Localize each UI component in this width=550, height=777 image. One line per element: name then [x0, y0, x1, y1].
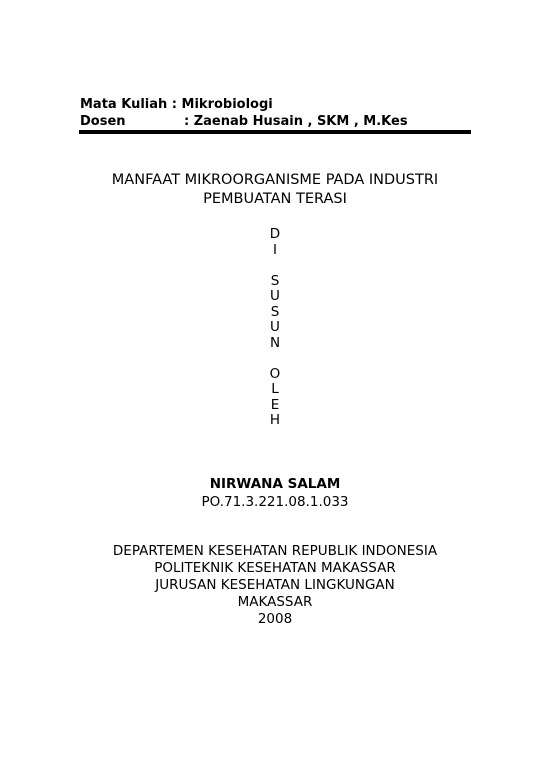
institution-major: JURUSAN KESEHATAN LINGKUNGAN [155, 577, 395, 593]
vertical-letter: U [270, 319, 280, 335]
course-label: Mata Kuliah : [80, 97, 177, 112]
vertical-letter: S [270, 272, 280, 289]
title-line-2: PEMBUATAN TERASI [203, 191, 347, 207]
vertical-letter: N [269, 334, 281, 351]
header-divider [79, 130, 471, 134]
author-student-id: PO.71.3.221.08.1.033 [201, 494, 349, 510]
institution-city: MAKASSAR [237, 594, 313, 610]
vertical-letter: L [271, 381, 279, 397]
lecturer-value: : Zaenab Husain , SKM , M.Kes [184, 114, 408, 129]
course-value: Mikrobiologi [181, 97, 273, 112]
vertical-letter: I [273, 241, 277, 258]
vertical-gap [0, 258, 550, 274]
institution-year: 2008 [257, 611, 293, 627]
document-title [0, 171, 550, 209]
vertical-letter: U [270, 288, 280, 304]
vertical-letter: E [270, 396, 280, 413]
vertical-letter: H [269, 412, 281, 428]
vertical-letter: O [269, 365, 281, 382]
vertical-letter: S [270, 303, 280, 320]
lecturer-row [80, 113, 408, 130]
course-header [80, 96, 408, 130]
lecturer-label: Dosen [80, 114, 126, 129]
institution-department: DEPARTEMEN KESEHATAN REPUBLIK INDONESIA [112, 543, 438, 559]
vertical-letter: D [269, 226, 281, 242]
vertical-disusun-oleh [0, 227, 550, 429]
title-line-1: MANFAAT MIKROORGANISME PADA INDUSTRI [111, 172, 439, 188]
author-name: NIRWANA SALAM [209, 476, 341, 492]
institution-polytechnic: POLITEKNIK KESEHATAN MAKASSAR [154, 560, 396, 576]
course-row [80, 96, 408, 113]
vertical-gap [0, 351, 550, 367]
institution-block [0, 543, 550, 628]
